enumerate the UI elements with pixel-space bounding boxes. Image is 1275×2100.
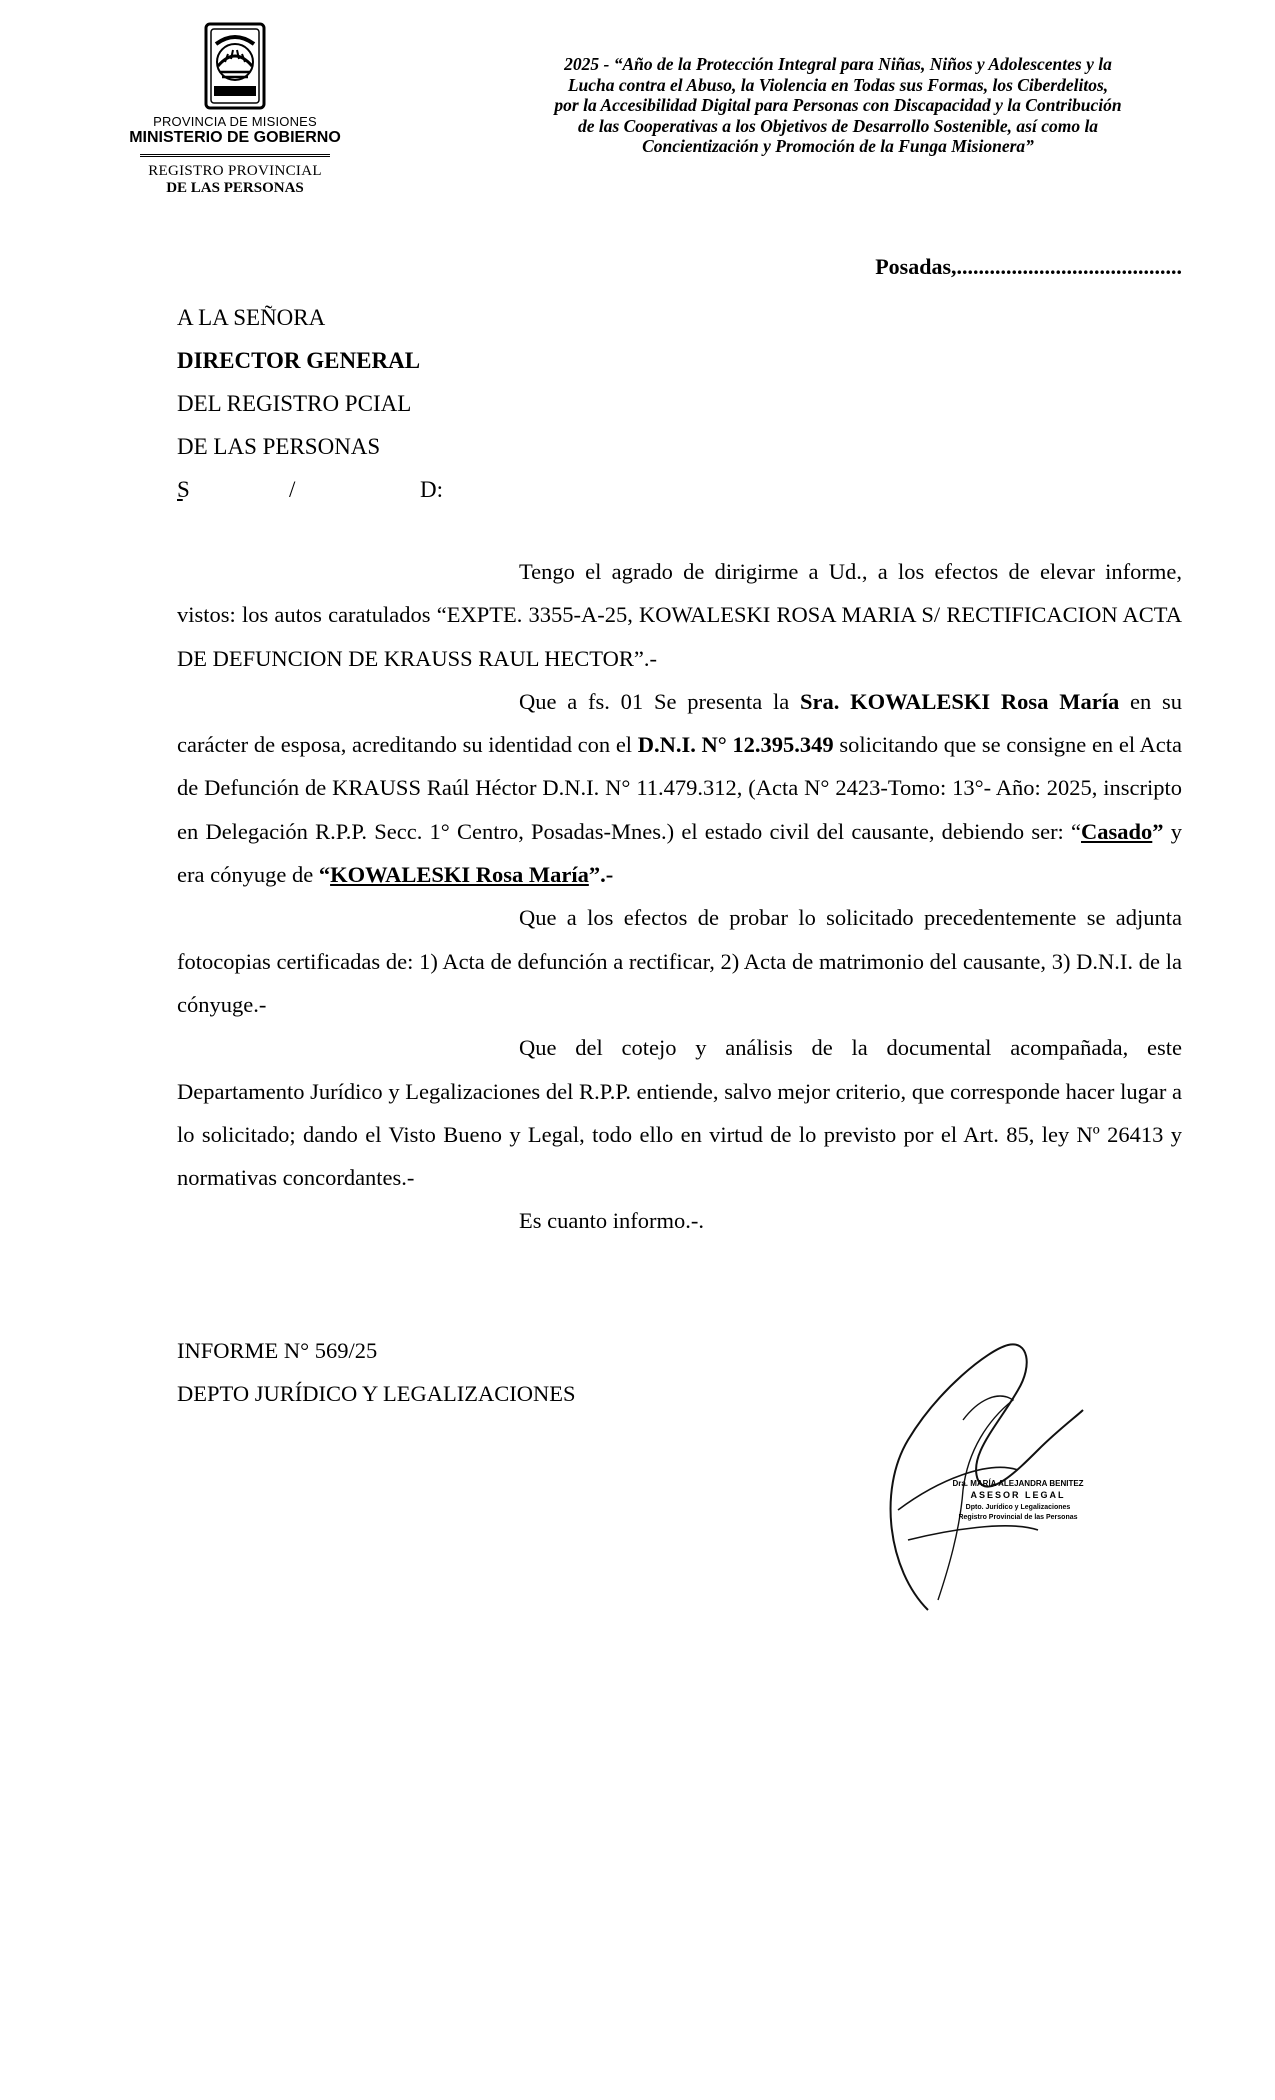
paragraph-request: Que a fs. 01 Se presenta la Sra. KOWALESKI Rosa María en su carácter de esposa, acreditando su identidad con el D.N.I. N° 12.395.349 solicitando que se consigne en el Acta de Defunción de KRAUSS Raúl Héctor D.N.I. N° 11.479.312, (Acta N° 2423-Tomo: 13°- Año: 2025, inscripto en Delegación R.P.P. Secc. 1° Centro, Posadas-Mnes.) el estado civil del causante, debiendo ser: “Casado” y era cónyuge de “KOWALESKI Rosa María”.- — [177, 688, 1183, 888]
stamp-dept: Dpto. Jurídico y Legalizaciones — [965, 1504, 1071, 1511]
stamp-name: Dra. MARÍA ALEJANDRA BENITEZ — [952, 1479, 1084, 1488]
letterhead-divider — [140, 154, 330, 157]
motto-line: por la Accesibilidad Digital para Personas con Discapacidad y la Contribución — [554, 95, 1122, 115]
motto-line: de las Cooperativas a los Objetivos de Desarrollo Sostenible, así como la — [577, 115, 1099, 136]
motto-line: Lucha contra el Abuso, la Violencia en Todas sus Formas, los Ciberdelitos, — [567, 74, 1109, 95]
paragraph-closing: Es cuanto informo.-. — [519, 1208, 704, 1234]
addressee-line: A LA SEÑORA — [177, 305, 326, 330]
stamp-title: ASESOR LEGAL — [970, 1490, 1066, 1500]
civil-status: Casado — [1081, 818, 1153, 844]
salutation-sd: S / D: — [177, 477, 443, 502]
motto-line: Concientización y Promoción de la Funga Misionera” — [642, 136, 1034, 156]
paragraph-opinion: Que del cotejo y análisis de la documental acompañada, este Departamento Jurídico y Legalizaciones del R.P.P. entiende, salvo mejor criterio, que corresponde hacer lugar a lo solicitado; dando el Visto Bueno y Legal, todo ello en virtud de lo previsto por el Art. 85, ley Nº 26413 y normativas concordantes.- — [177, 1035, 1182, 1191]
motto-year: 2025 - — [564, 54, 610, 74]
report-number: INFORME N° 569/25 — [177, 1338, 378, 1363]
registry-name-line2: DE LAS PERSONAS — [166, 180, 304, 196]
place-date: Posadas,......................................... — [875, 254, 1182, 279]
spouse-name: KOWALESKI Rosa María — [330, 862, 589, 888]
year-motto — [488, 54, 1188, 157]
ministry-name: MINISTERIO DE GOBIERNO — [129, 129, 341, 146]
letterhead — [110, 22, 360, 197]
applicant-name: Sra. KOWALESKI Rosa María — [799, 688, 1120, 714]
paragraph-intro: Tengo el agrado de dirigirme a Ud., a los efectos de elevar informe, vistos: los autos caratulados “EXPTE. 3355-A-25, KOWALESKI ROSA MARIA S/ RECTIFICACION ACTA DE DEFUNCION DE KRAUSS RAUL HECTOR”.- — [177, 559, 1182, 671]
addressee-block — [177, 296, 443, 511]
department-name: DEPTO JURÍDICO Y LEGALIZACIONES — [177, 1381, 576, 1407]
addressee-line: DE LAS PERSONAS — [177, 434, 381, 459]
signature-stamp — [868, 1330, 1098, 1630]
registry-name-line1: REGISTRO PROVINCIAL — [148, 163, 322, 179]
provincia-de-misiones-crest-icon — [200, 22, 270, 112]
paragraph-attachments: Que a los efectos de probar lo solicitado precedentemente se adjunta fotocopias certificadas de: 1) Acta de defunción a rectificar, 2) Acta de matrimonio del causante, 3) D.N.I. de la cónyuge.- — [177, 905, 1182, 1017]
addressee-line: DEL REGISTRO PCIAL — [177, 391, 412, 416]
report-footer — [177, 1329, 576, 1416]
stamp-org: Registro Provincial de las Personas — [958, 1514, 1078, 1521]
report-body — [177, 550, 1182, 1243]
province-name: PROVINCIA DE MISIONES — [153, 114, 317, 129]
addressee-title: DIRECTOR GENERAL — [177, 348, 421, 373]
motto-line: 2025 - “Año de la Protección Integral para Niñas, Niños y Adolescentes y la — [564, 54, 1112, 74]
applicant-dni: D.N.I. N° 12.395.349 — [637, 732, 834, 758]
